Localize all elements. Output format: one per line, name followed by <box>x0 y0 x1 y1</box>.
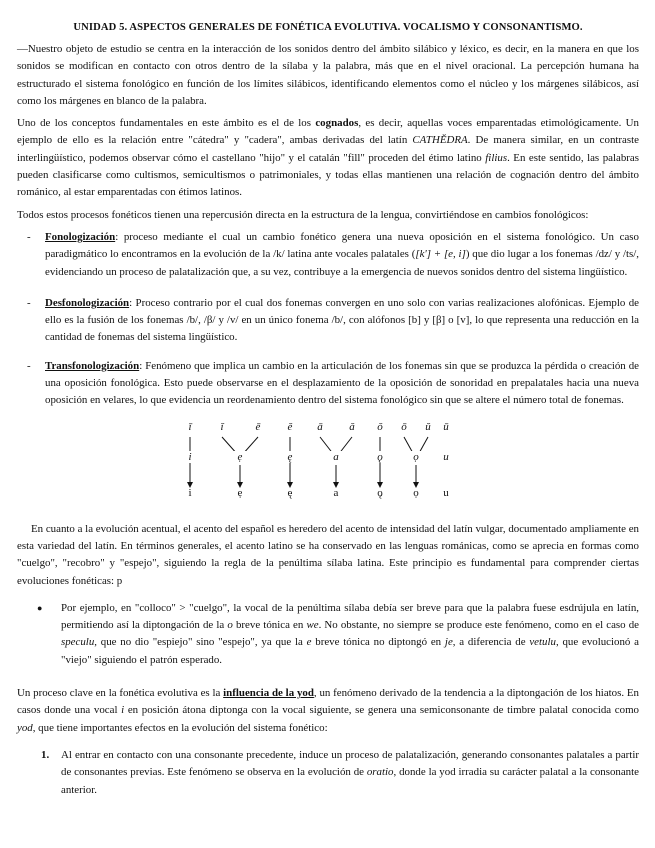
latin-etymon-cathedra: CATHĔDRA <box>412 134 468 147</box>
list-item-transfonologizacion: - Transfonologización: Fenómeno que implica un cambio en la articulación de los fonemas sin que se produzca la pérdida o creación de una oposición fonológica. Esto puede observarse en el desplazamiento de la oposición de sonoridad en prepalatales hacia una nueva oposición en velares, lo que evidencia un reordenamiento dentro del sistema fonológico sin que se altere el número total de fonemas. <box>17 358 639 410</box>
vowel-evolution-diagram <box>182 420 449 503</box>
yod-effects-list <box>17 747 639 799</box>
latin-vowel: ĕ <box>287 420 293 433</box>
vulgar-latin-vowel: ę <box>281 451 299 463</box>
vulgar-latin-vowel: a <box>327 451 345 463</box>
cognados-term: cognados <box>315 117 359 130</box>
vulgar-latin-vowel: ẹ <box>231 451 249 463</box>
latin-vowel: ŏ <box>377 420 383 433</box>
latin-vowel: ŭ <box>425 420 431 433</box>
vulgar-latin-vowel: u <box>437 451 455 463</box>
page-title: UNIDAD 5. ASPECTOS GENERALES DE FONÉTICA EVOLUTIVA. VOCALISMO Y CONSONANTISMO. <box>73 22 583 33</box>
document-page <box>17 22 639 799</box>
latin-vowel: ă <box>349 420 355 433</box>
romance-vowel: ẹ <box>237 486 243 499</box>
phonological-changes-list <box>17 229 639 410</box>
romance-vowel: a <box>333 486 339 499</box>
acento-paragraph: En cuanto a la evolución acentual, el acento del español es heredero del acento de intensidad del latín vulgar, documentado ampliamente en esta variedad del latín. En términos generales, el acento latino se ha conservado en las lenguas románicas, como se aprecia en formas como "cuelgo", "recobro" y "espejo", siguiendo la regla de la penúltima sílaba latina. Este principio es fundamental para comprender ciertas evoluciones fonéticas: p <box>17 522 639 587</box>
vulgar-latin-vowel: ǫ <box>371 451 389 463</box>
vowel-arrows <box>182 421 442 503</box>
romance-vowel: ę <box>287 486 293 499</box>
list-item-fonologizacion: - Fonologización: proceso mediante el cual un cambio fonético genera una nueva oposición en el sistema fonológico. Un caso paradigmático lo encontramos en la evolución de la /k/ latina ante vocales palatales ([k'] + [e, i]) que dio lugar a los fonemas /dz/ y /ts/, evidenciando un proceso de palatalización que, a su vez, contribuye a la emergencia de nuevos sonidos dentro del sistema lingüístico. <box>17 229 639 281</box>
romance-vowel: i <box>188 486 192 499</box>
latin-vowel: ī <box>188 420 192 433</box>
vulgar-latin-vowel: ọ <box>407 451 425 463</box>
term-desfonologizacion: Desfonologización <box>45 296 130 309</box>
intro-paragraph: —Nuestro objeto de estudio se centra en la interacción de los sonidos dentro del ámbito silábico y léxico, es decir, en la manera en que los sonidos se modifican en contacto con otros dentro de la sílaba y la palabra, más que en el nivel oracional. La percepción humana ha estructurado el sistema fonológico en función de los límites silábicos, identificando elementos como el núcleo y los márgenes silábicos, así como los márgenes en blanco de la palabra. <box>17 43 639 107</box>
latin-etymon-filius: filius <box>485 151 508 164</box>
latin-vowel: ō <box>401 420 407 433</box>
procesos-intro: Todos estos procesos fonéticos tienen una repercusión directa en la estructura de la lengua, convirtiéndose en cambios fonológicos: <box>17 208 589 221</box>
list-item-cuelgo-example: ● Por ejemplo, en "colloco" > "cuelgo", la vocal de la penúltima sílaba debía ser breve para que la palabra fuese esdrújula en latín, permitiendo así la diptongación de la o breve tónica en we. No obstante, no siempre se produce este fenómeno, como en el caso de speculu, que no dio "espiejo" sino "espejo", ya que la e breve tónica no diptongó en je, a diferencia de vetulu, que evolucionó a "viejo" siguiendo el patrón esperado. <box>17 600 639 669</box>
yod-paragraph: Un proceso clave en la fonética evolutiva es la influencia de la yod, un fenómeno derivado de la tendencia a la diptongación de los hiatos. En casos donde una vocal i en posición átona diptonga con la vocal siguiente, se genera una semiconsonante de timbre palatal conocida como yod, que tiene importantes efectos en la evolución del sistema fonético: <box>17 687 639 734</box>
cognados-paragraph: Uno de los conceptos fundamentales en este ámbito es el de los cognados, es decir, aquellas voces emparentadas etimológicamente. Un ejemplo de ello es la relación entre "cátedra" y "cadera", ambas derivadas del latín CATHĔDRA. De manera similar, en un contraste interlingüístico, podemos observar cómo el castellano "hijo" y el catalán "fill" proceden del étimo latino filius. En este sentido, las palabras pueden clasificarse como cultismos, semicultismos o patrimoniales, y todas ellas mantienen una relación de cognación dentro del ámbito románico, al estar emparentadas con étimos latinos. <box>17 117 639 199</box>
latin-vowel: ĭ <box>220 420 224 433</box>
list-number: 1. <box>41 748 50 761</box>
romance-vowel: ǫ <box>377 486 383 499</box>
list-item-palatalizacion: 1. Al entrar en contacto con una consonante precedente, induce un proceso de palatalización, generando consonantes palatales a partir de consonantes previas. Este fenómeno se observa en la evolución de oratio, donde la yod irradia su carácter palatal a la consonante anterior. <box>41 748 639 796</box>
acento-examples-list <box>17 600 639 669</box>
latin-vowel: ē <box>255 420 261 433</box>
latin-vowel: ā <box>317 420 323 433</box>
term-transfonologizacion: Transfonologización <box>45 359 140 372</box>
latin-vowel: ū <box>443 420 449 433</box>
romance-vowel: u <box>443 486 449 499</box>
list-item-desfonologizacion: - Desfonologización: Proceso contrario por el cual dos fonemas convergen en uno solo con varias realizaciones alofónicas. Ejemplo de ello es la fusión de los fonemas /b/, /β/ y /v/ en un único fonema /b/, con alófonos [b] y [β] o [v], lo que representa una reducción en la cantidad de fonemas del sistema lingüístico. <box>17 295 639 347</box>
term-fonologizacion: Fonologización <box>45 230 116 243</box>
vulgar-latin-vowel: i <box>181 451 199 463</box>
yod-term: influencia de la yod <box>223 687 314 700</box>
romance-vowel: ọ <box>413 486 419 499</box>
